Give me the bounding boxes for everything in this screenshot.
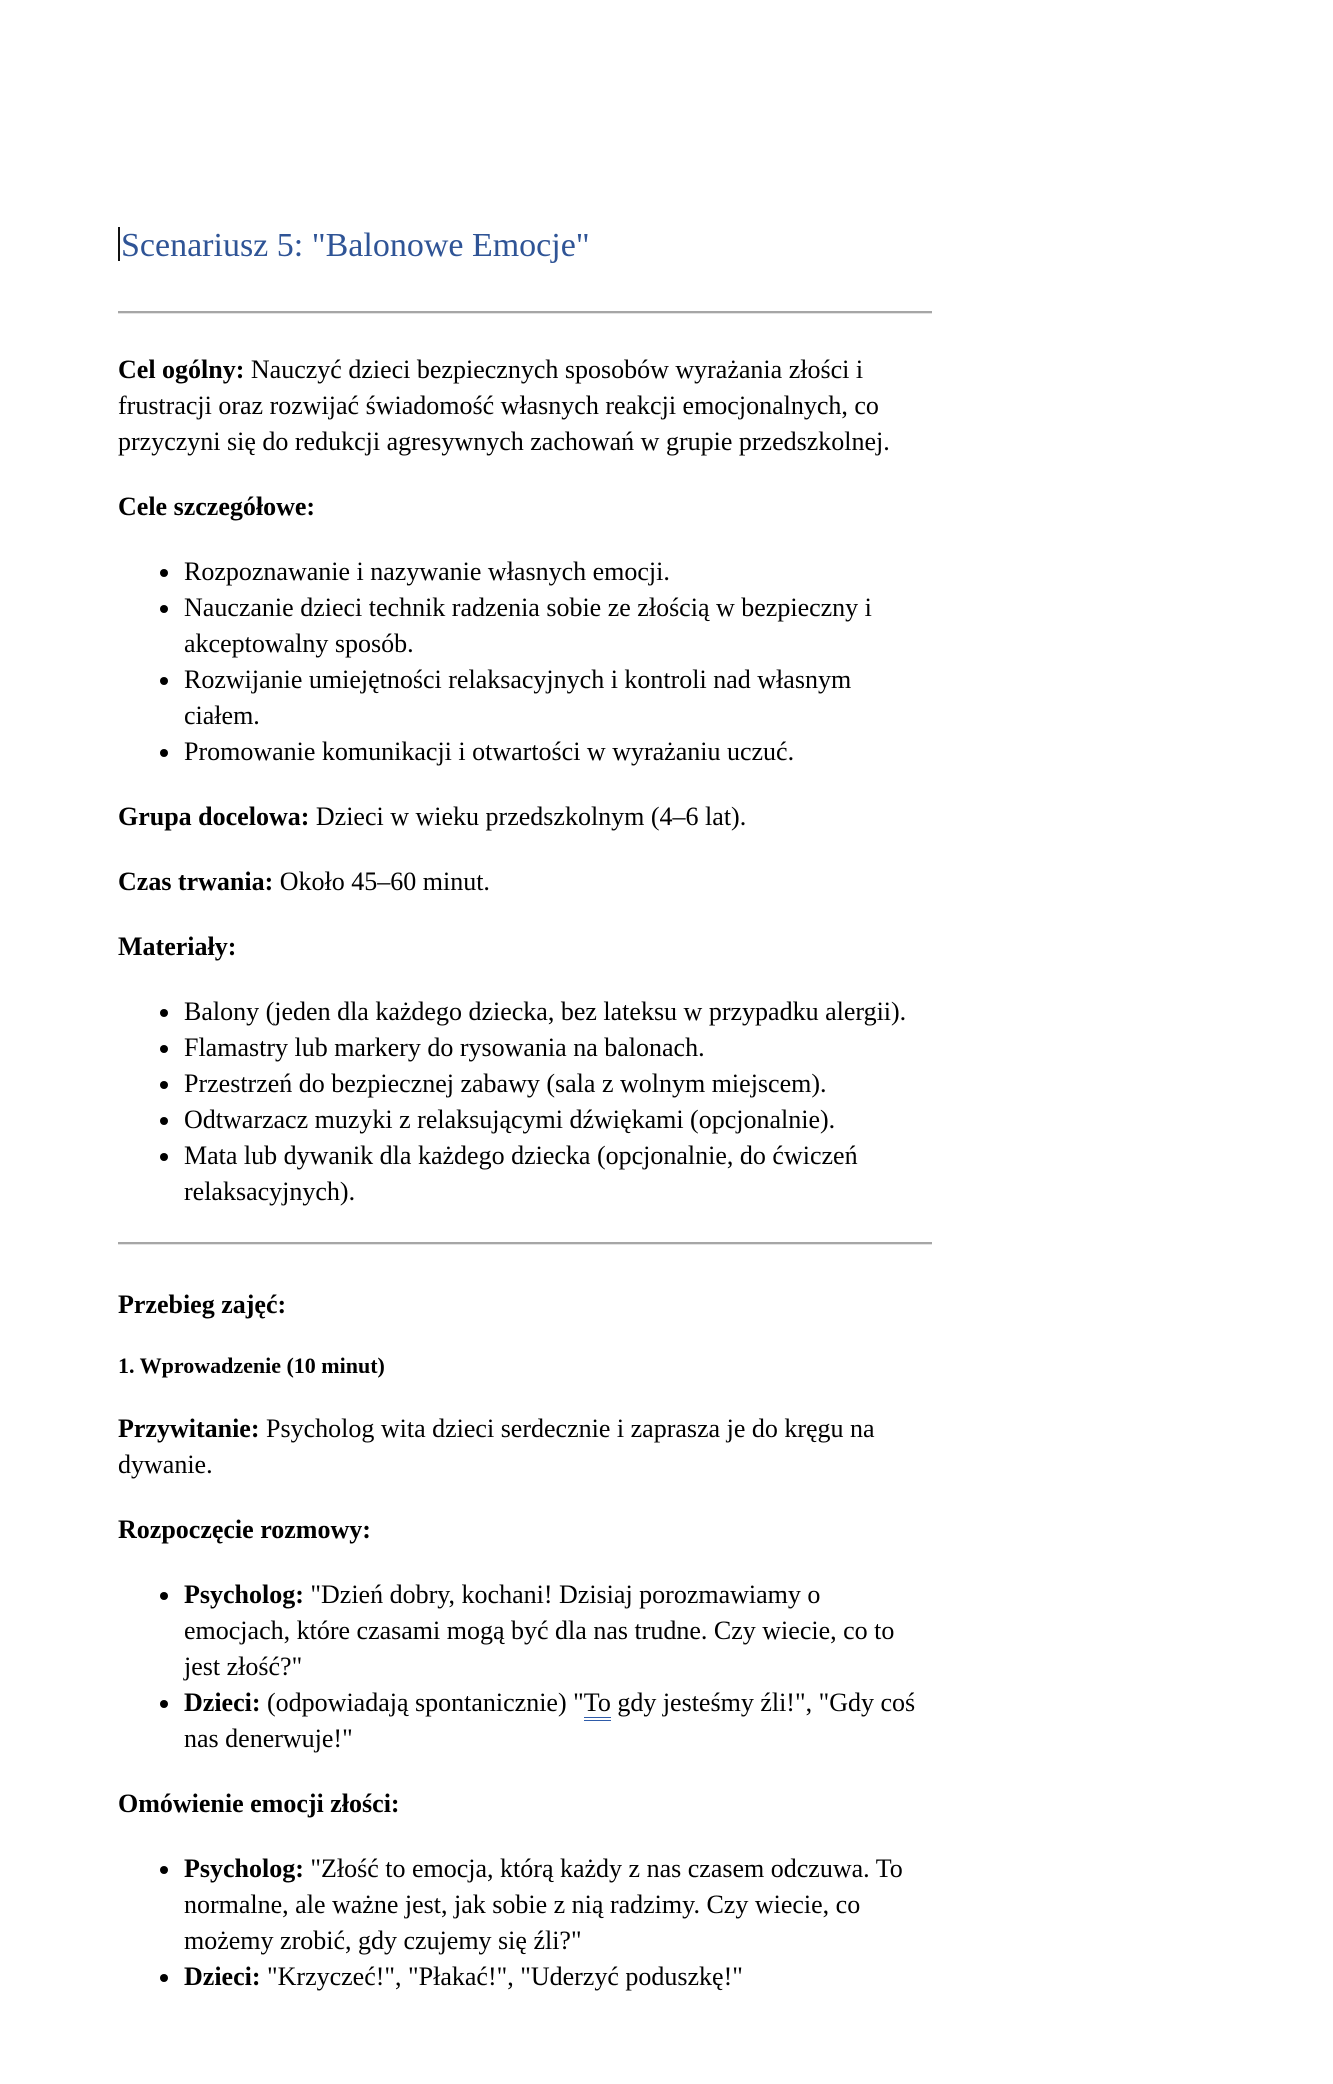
dialog-text: "Dzień dobry, kochani! Dzisiaj porozmawiamy o emocjach, które czasami mogą być dla nas trudne. Czy wiecie, co to jest złość?" xyxy=(184,1580,895,1681)
greeting-paragraph xyxy=(118,1411,932,1483)
target-group-text: Dzieci w wieku przedszkolnym (4–6 lat). xyxy=(309,802,747,831)
greeting-label: Przywitanie: xyxy=(118,1414,260,1443)
doc-title xyxy=(118,226,932,266)
list-item: • Odtwarzacz muzyki z relaksującymi dźwiękami (opcjonalnie). xyxy=(182,1102,932,1138)
dialog-item xyxy=(182,1685,932,1757)
list-item: • Nauczanie dzieci technik radzenia sobie ze złością w bezpieczny i akceptowalny sposób. xyxy=(182,590,932,662)
specific-goals-list xyxy=(118,554,932,770)
dialog-text: gdy jesteśmy źli!", "Gdy coś nas denerwuje!" xyxy=(184,1688,916,1753)
anger-discussion-heading: Omówienie emocji złości: xyxy=(118,1789,400,1818)
dialog-item xyxy=(182,1959,932,1995)
list-item: • Balony (jeden dla każdego dziecka, bez lateksu w przypadku alergii). xyxy=(182,994,932,1030)
list-item: • Przestrzeń do bezpiecznej zabawy (sala z wolnym miejscem). xyxy=(182,1066,932,1102)
anger-discussion-dialog-list xyxy=(118,1851,932,1995)
speaker-label: Dzieci: xyxy=(184,1688,261,1717)
intro-step-heading: 1. Wprowadzenie (10 minut) xyxy=(118,1353,385,1378)
materials-heading: Materiały: xyxy=(118,932,237,961)
greeting-text: Psycholog wita dzieci serdecznie i zaprasza je do kręgu na dywanie. xyxy=(118,1414,875,1479)
horizontal-rule xyxy=(118,1242,932,1245)
grammar-flagged-word: To xyxy=(584,1688,611,1721)
horizontal-rule xyxy=(118,311,932,314)
materials-list xyxy=(118,994,932,1210)
conversation-start-dialog-list xyxy=(118,1577,932,1757)
specific-goals-heading: Cele szczegółowe: xyxy=(118,492,316,521)
dialog-item xyxy=(182,1851,932,1959)
duration-paragraph xyxy=(118,864,932,900)
speaker-label: Dzieci: xyxy=(184,1962,261,1991)
text-cursor xyxy=(118,227,120,261)
lesson-flow-heading: Przebieg zajęć: xyxy=(118,1290,287,1319)
list-item: • Mata lub dywanik dla każdego dziecka (opcjonalnie, do ćwiczeń relaksacyjnych). xyxy=(182,1138,932,1210)
speaker-label: Psycholog: xyxy=(184,1580,304,1609)
conversation-start-heading: Rozpoczęcie rozmowy: xyxy=(118,1515,371,1544)
dialog-text: "Złość to emocja, którą każdy z nas czasem odczuwa. To normalne, ale ważne jest, jak sobie z nią radzimy. Czy wiecie, co możemy zrobić, gdy czujemy się źli?" xyxy=(184,1854,903,1955)
list-item: • Flamastry lub markery do rysowania na balonach. xyxy=(182,1030,932,1066)
dialog-item xyxy=(182,1577,932,1685)
dialog-text: "Krzyczeć!", "Płakać!", "Uderzyć poduszkę!" xyxy=(260,1962,743,1991)
list-item: • Promowanie komunikacji i otwartości w wyrażaniu uczuć. xyxy=(182,734,932,770)
dialog-text: (odpowiadają spontanicznie) " xyxy=(260,1688,584,1717)
list-item: • Rozwijanie umiejętności relaksacyjnych i kontroli nad własnym ciałem. xyxy=(182,662,932,734)
target-group-label: Grupa docelowa: xyxy=(118,802,310,831)
target-group-paragraph xyxy=(118,799,932,835)
general-goal-text: Nauczyć dzieci bezpiecznych sposobów wyrażania złości i frustracji oraz rozwijać świadomość własnych reakcji emocjonalnych, co przyczyni się do redukcji agresywnych zachowań w grupie przedszkolnej. xyxy=(118,355,890,456)
general-goal-paragraph xyxy=(118,352,932,460)
doc-title-text: Scenariusz 5: "Balonowe Emocje" xyxy=(121,227,590,264)
duration-label: Czas trwania: xyxy=(118,867,274,896)
list-item: • Rozpoznawanie i nazywanie własnych emocji. xyxy=(182,554,932,590)
general-goal-label: Cel ogólny: xyxy=(118,355,245,384)
duration-text: Około 45–60 minut. xyxy=(273,867,490,896)
speaker-label: Psycholog: xyxy=(184,1854,304,1883)
